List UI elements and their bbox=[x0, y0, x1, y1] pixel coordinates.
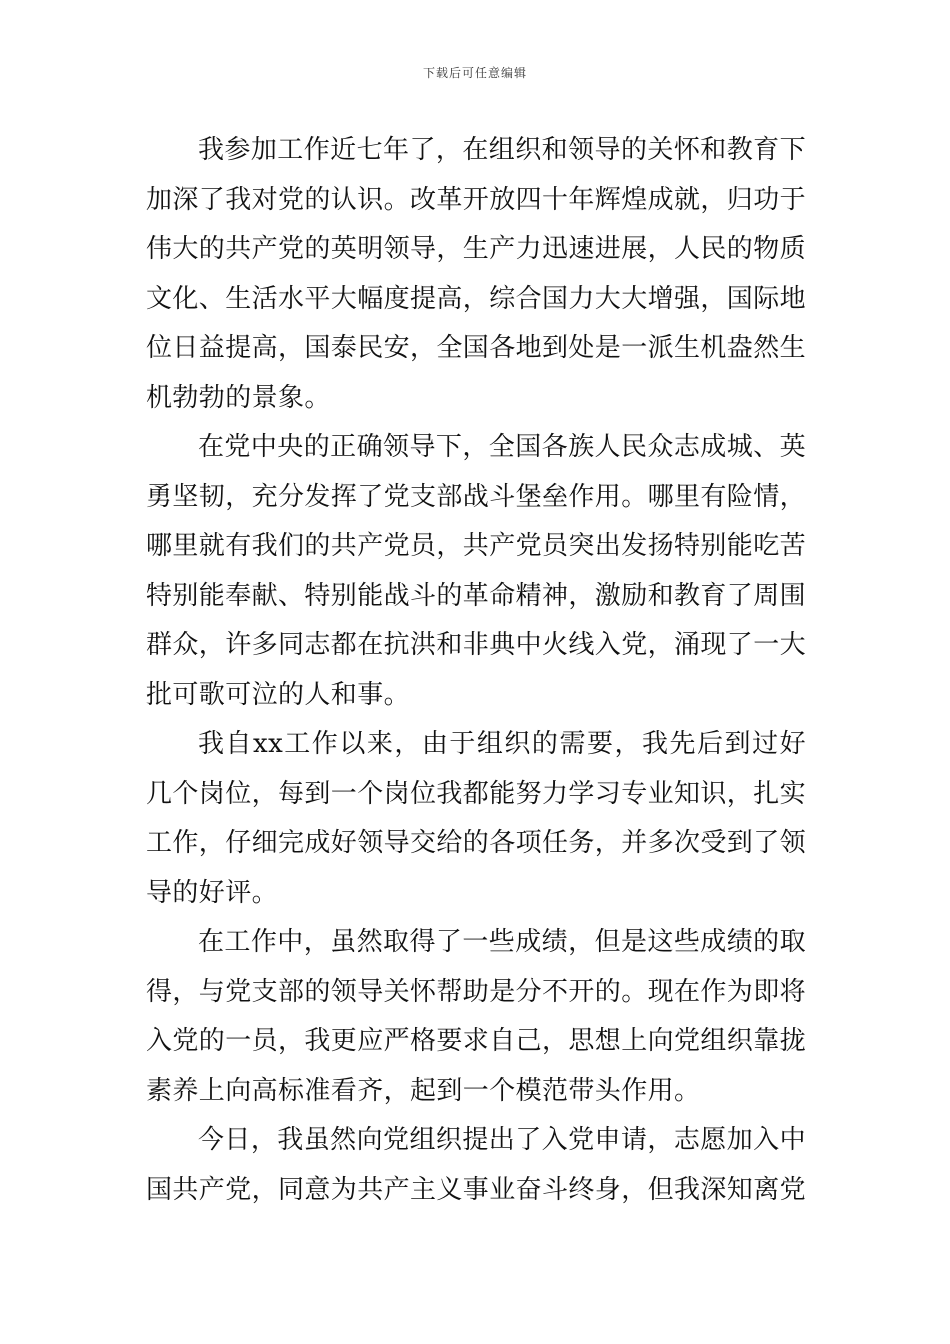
paragraph-3: 我自xx工作以来，由于组织的需要，我先后到过好几个岗位，每到一个岗位我都能努力学习专业知识，扎实工作，仔细完成好领导交给的各项任务，并多次受到了领导的好评。 bbox=[146, 729, 807, 908]
page-header: 下载后可任意编辑 bbox=[422, 66, 527, 80]
paragraph-1: 我参加工作近七年了，在组织和领导的关怀和教育下加深了我对党的认识。改革开放四十年辉煌成就，归功于伟大的共产党的英明领导，生产力迅速进展，人民的物质文化、生活水平大幅度提高，综合国力大大增强，国际地位日益提高，国泰民安，全国各地到处是一派生机盎然生机勃勃的景象。 bbox=[146, 135, 807, 413]
paragraph-4: 在工作中，虽然取得了一些成绩，但是这些成绩的取得，与党支部的领导关怀帮助是分不开的。现在作为即将入党的一员，我更应严格要求自己，思想上向党组织靠拢素养上向高标准看齐，起到一个模范带头作用。 bbox=[146, 927, 807, 1106]
paragraph-2: 在党中央的正确领导下，全国各族人民众志成城、英勇坚韧，充分发挥了党支部战斗堡垒作用。哪里有险情，哪里就有我们的共产党员，共产党员突出发扬特别能吃苦特别能奉献、特别能战斗的革命精神，激励和教育了周围群众，许多同志都在抗洪和非典中火线入党，涌现了一大批可歌可泣的人和事。 bbox=[146, 432, 807, 710]
document-body bbox=[146, 126, 806, 1215]
paragraph-5: 今日，我虽然向党组织提出了入党申请，志愿加入中国共产党，同意为共产主义事业奋斗终身，但我深知离党 bbox=[146, 1125, 807, 1205]
